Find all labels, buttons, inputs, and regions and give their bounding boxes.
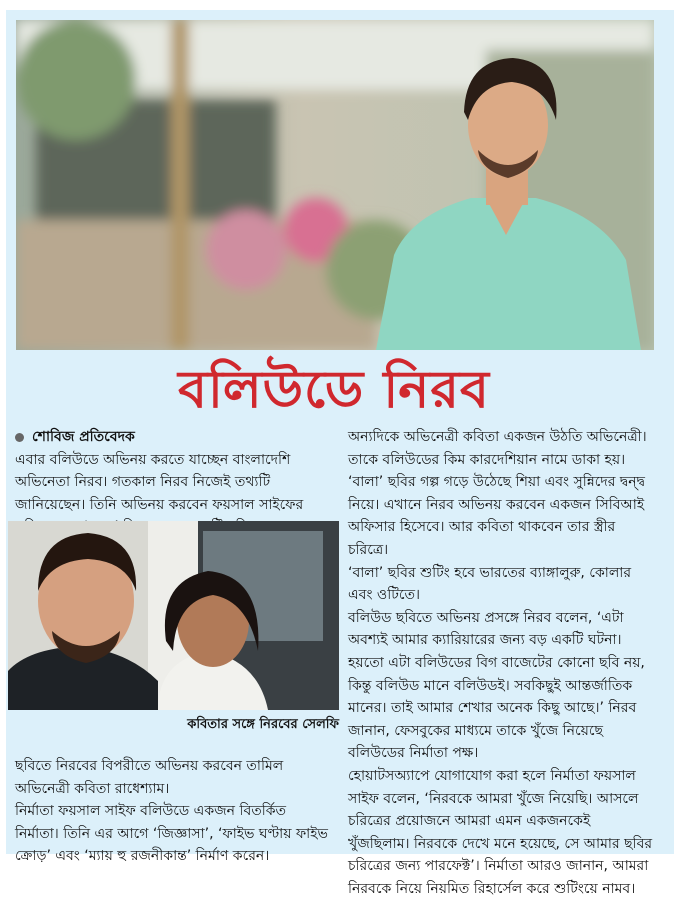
photo-caption: কবিতার সঙ্গে নিরবের সেলফি xyxy=(187,717,339,732)
selfie-photo-illustration xyxy=(8,521,339,710)
byline-text: শোবিজ প্রতিবেদক xyxy=(32,429,135,445)
hero-photo xyxy=(16,20,654,350)
paragraph: অন্যদিকে অভিনেত্রী কবিতা একজন উঠতি অভিনেত্রী। তাকে বলিউডের কিম কারদেশিয়ান নামে ডাকা হয়। ‘বালা’ ছবির গল্প গড়ে উঠেছে শিয়া এবং সুন্নিদের দ্বন্দ্ব নিয়ে। এখানে নিরব অভিনয় করবেন একজন সিবিআই অফিসার হিসেবে। আর কবিতা থাকবেন তার স্ত্রীর চরিত্রে। xyxy=(348,429,647,558)
left-column-bottom xyxy=(15,755,333,868)
paragraph: নির্মাতা ফয়সাল সাইফ বলিউডে একজন বিতর্কিত নির্মাতা। তিনি এর আগে ‘জিজ্ঞাসা’, ‘ফাইভ ঘণ্টায় ফাইভ ক্রোড়’ এবং ‘ম্যায় হু রজনীকান্ত’ নির্মাণ করেন। xyxy=(15,803,328,865)
byline xyxy=(15,426,333,449)
right-column xyxy=(348,426,656,900)
paragraph: এবার বলিউডে অভিনয় করতে যাচ্ছেন বাংলাদেশি অভিনেতা নিরব। গতকাল নিরব নিজেই তথ্যটি জানিয়েছেন। তিনি অভিনয় করবেন ফয়সাল সাইফের xyxy=(15,451,304,513)
paragraph: হোয়াটসঅ্যাপে যোগাযোগ করা হলে নির্মাতা ফয়সাল সাইফ বলেন, ‘নিরবকে আমরা খুঁজে নিয়েছি। আসলে চরিত্রের প্রয়োজনে আমরা এমন একজনকেই খুঁজছিলাম। নিরবকে দেখে মনে হয়েছে, সে আমার ছবির চরিত্রের জন্য পারফেক্ট’। নির্মাতা আরও জানান, আমরা নিরবকে নিয়ে নিয়মিত রিহার্সেল করে শুটিংয়ে নামব। xyxy=(348,767,653,897)
paragraph: ছবিতে নিরবের বিপরীতে অভিনয় করবেন তামিল অভিনেত্রী কবিতা রাধেশ্যাম। xyxy=(15,758,284,797)
hero-photo-illustration xyxy=(16,20,654,350)
paragraph: বলিউড ছবিতে অভিনয় প্রসঙ্গে নিরব বলেন, ‘এটা অবশ্যই আমার ক্যারিয়ারের জন্য বড় একটি ঘটনা। হয়তো এটা বলিউডের বিগ বাজেটের কোনো ছবি নয়, কিন্তু বলিউড মানে বলিউডই। সবকিছুই আন্তর্জাতিক মানের। তাই আমার শেখার অনেক কিছু আছে।’ নিরব জানান, ফেসবুকের মাধ্যমে তাকে খুঁজে নিয়েছে বলিউডের নির্মাতা পক্ষ। xyxy=(348,609,645,762)
headline: বলিউডে নিরব xyxy=(178,359,490,420)
selfie-photo xyxy=(8,521,339,710)
bullet-icon xyxy=(15,433,24,442)
paragraph: ‘বালা’ ছবির শুটিং হবে ভারতের ব্যাঙ্গালুরু, কোলার এবং ওটিতে। xyxy=(348,564,632,604)
